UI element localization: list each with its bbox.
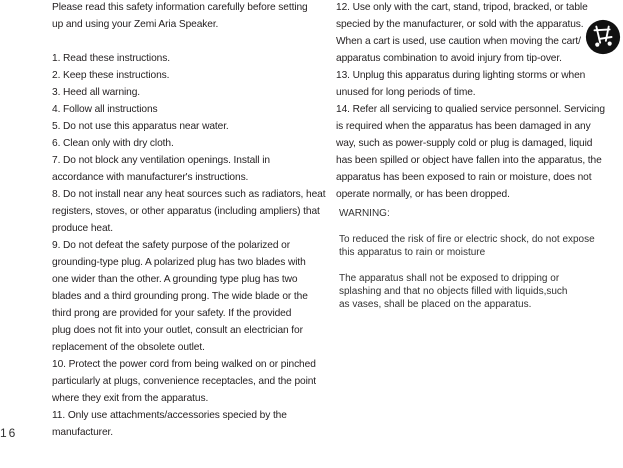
intro-line: Please read this safety information carefully before setting [52,2,308,13]
left-column [52,0,327,441]
instruction-line: 3. Heed all warning. [52,87,141,98]
instruction-line: 5. Do not use this apparatus near water. [52,121,229,132]
instruction-line: particularly at plugs, convenience receptacles, and the point [52,376,317,387]
warning-heading: WARNING: [339,208,390,219]
warning-line: this apparatus to rain or moisture [339,247,486,258]
instruction-line: unused for long periods of time. [336,87,476,98]
right-column [336,0,616,203]
instruction-line: has been spilled or object have fallen into the apparatus, the [336,155,602,166]
instruction-line: replacement of the obsolete outlet. [52,342,205,353]
instruction-line: 8. Do not install near any heat sources such as radiators, heat [52,189,326,200]
warning-line: To reduced the risk of fire or electric shock, do not expose [339,234,595,245]
instruction-line: 7. Do not block any ventilation openings. Install in [52,155,270,166]
instruction-line: 2. Keep these instructions. [52,70,170,81]
instruction-line: way, such as power-supply cold or plug is damaged, liquid [336,138,593,149]
instruction-line: specied by the manufacturer, or sold with the apparatus. [336,19,584,30]
page-number: 16 [0,426,18,440]
cart-tip-over-warning-icon [584,18,622,56]
instruction-line: blades and a third grounding prong. The wide blade or the [52,291,308,302]
instruction-line: manufacturer. [52,427,113,438]
instruction-line: registers, stoves, or other apparatus (including ampliers) that [52,206,320,217]
intro-line: up and using your Zemi Aria Speaker. [52,19,219,30]
instruction-line: 10. Protect the power cord from being walked on or pinched [52,359,316,370]
instruction-line: 9. Do not defeat the safety purpose of the polarized or [52,240,291,251]
instruction-line: one wider than the other. A grounding type plug has two [52,274,298,285]
instruction-line: grounding-type plug. A polarized plug has two blades with [52,257,306,268]
instruction-line: 14. Refer all servicing to qualied service personnel. Servicing [336,104,605,115]
instruction-line: 4. Follow all instructions [52,104,158,115]
instruction-line: apparatus has been exposed to rain or moisture, does not [336,172,592,183]
warning-line: as vases, shall be placed on the apparatus. [339,299,532,310]
instruction-line: 6. Clean only with dry cloth. [52,138,174,149]
instruction-line: where they exit from the apparatus. [52,393,209,404]
instruction-line: When a cart is used, use caution when moving the cart/ [336,36,581,47]
instruction-line: plug does not fit into your outlet, consult an electrician for [52,325,303,336]
instruction-line: 13. Unplug this apparatus during lighting storms or when [336,70,586,81]
instruction-line: third prong are provided for your safety. If the provided [52,308,292,319]
instruction-line: apparatus combination to avoid injury from tip-over. [336,53,562,64]
instruction-line: 11. Only use attachments/accessories specied by the [52,410,287,421]
warning-notice [339,207,595,311]
warning-line: splashing and that no objects filled with liquids,such [339,286,568,297]
instruction-line: produce heat. [52,223,114,234]
instruction-line: operate normally, or has been dropped. [336,189,510,200]
instruction-line: accordance with manufacturer's instructions. [52,172,249,183]
instruction-line: is required when the apparatus has been damaged in any [336,121,591,132]
instruction-line: 1. Read these instructions. [52,53,170,64]
warning-line: The apparatus shall not be exposed to dripping or [339,273,560,284]
instruction-line: 12. Use only with the cart, stand, tripod, bracked, or table [336,2,588,13]
